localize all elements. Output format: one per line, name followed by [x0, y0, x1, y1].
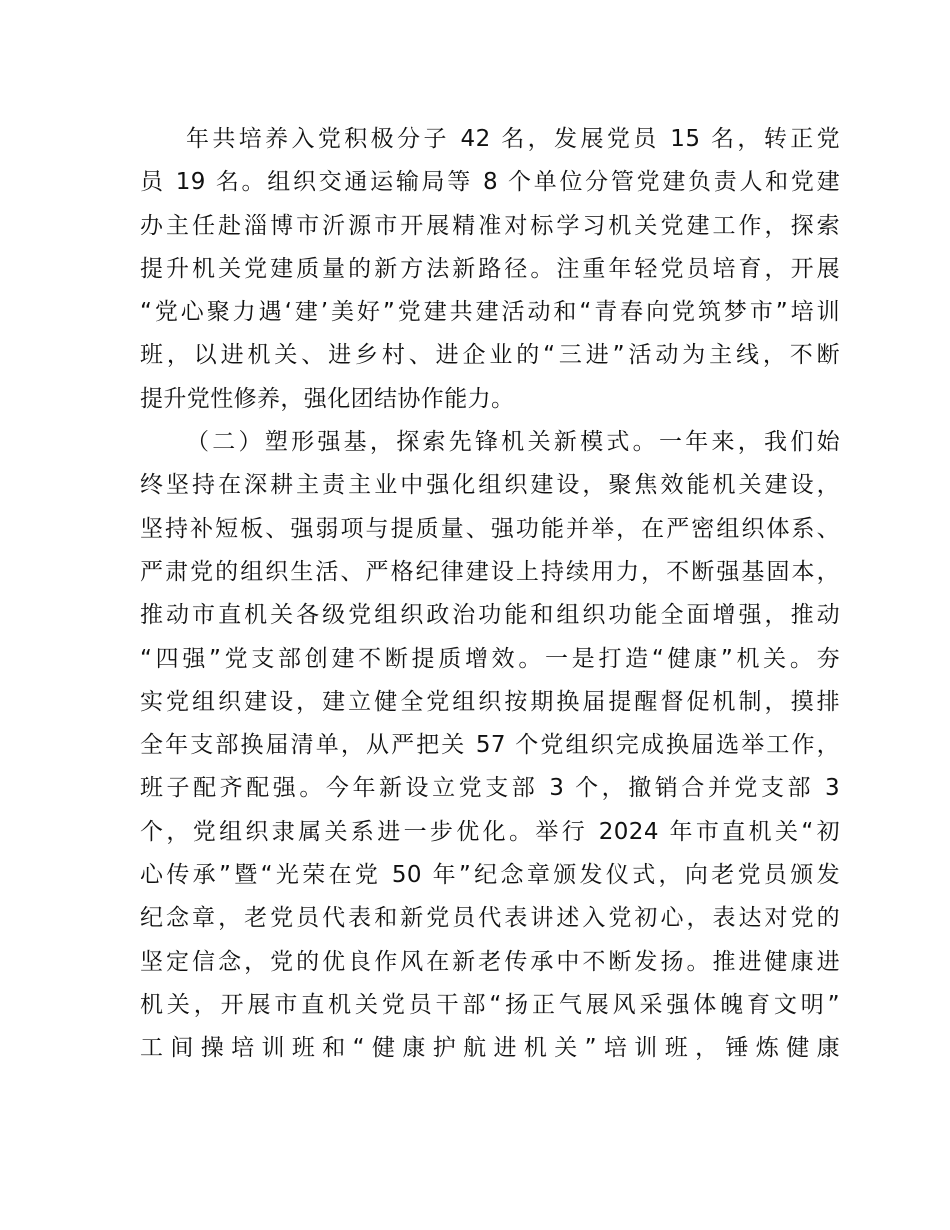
text-line [140, 1114, 840, 1157]
text-line: 全年支部换届清单，从严把关 57 个党组织完成换届选举工作， [140, 732, 840, 759]
text-line: 年共培养入党积极分子 42 名，发展党员 15 名，转正党 [186, 126, 840, 152]
paragraph-2 [140, 421, 840, 1157]
document-body [140, 118, 840, 1157]
text-line [140, 1071, 840, 1114]
text-line: 坚定信念，党的优良作风在新老传承中不断发扬。推进健康进 [140, 948, 840, 975]
text-line: 严肃党的组织生活、严格纪律建设上持续用力，不断强基固本， [140, 558, 840, 585]
text-line: 个，党组织隶属关系进一步优化。举行 2024 年市直机关“初 [140, 818, 840, 845]
text-line: “党心聚力遇‘建’美好”党建共建活动和“青春向党筑梦市”培训 [140, 299, 840, 326]
text-line: “四强”党支部创建不断提质增效。一是打造“健康”机关。夯 [140, 645, 840, 672]
text-line: 坚持补短板、强弱项与提质量、强功能并举，在严密组织体系、 [140, 515, 840, 542]
section-heading-line: （二）塑形强基，探索先锋机关新模式。一年来，我们始 [186, 429, 840, 456]
text-line: 办主任赴淄博市沂源市开展精准对标学习机关党建工作，探索 [140, 212, 840, 239]
text-line: 终坚持在深耕主责主业中强化组织建设，聚焦效能机关建设， [140, 472, 840, 499]
paragraph-1 [140, 118, 840, 421]
text-line: 工间操培训班和“健康护航进机关”培训班，锤炼健康 [140, 1035, 840, 1062]
text-line: 纪念章，老党员代表和新党员代表讲述入党初心，表达对党的 [140, 905, 840, 932]
text-line: 推动市直机关各级党组织政治功能和组织功能全面增强，推动 [140, 602, 840, 629]
text-line: 员 19 名。组织交通运输局等 8 个单位分管党建负责人和党建 [140, 169, 840, 196]
text-line: 班子配齐配强。今年新设立党支部 3 个，撤销合并党支部 3 [140, 775, 840, 802]
text-line: 实党组织建设，建立健全党组织按期换届提醒督促机制，摸排 [140, 688, 840, 715]
text-line: 机关，开展市直机关党员干部“扬正气展风采强体魄育文明” [140, 991, 840, 1018]
text-line: 提升机关党建质量的新方法新路径。注重年轻党员培育，开展 [140, 255, 840, 282]
text-line: 心传承”暨“光荣在党 50 年”纪念章颁发仪式，向老党员颁发 [140, 862, 840, 889]
text-line: 提升党性修养，强化团结协作能力。 [140, 385, 515, 412]
text-line: 班，以进机关、进乡村、进企业的“三进”活动为主线，不断 [140, 342, 840, 369]
